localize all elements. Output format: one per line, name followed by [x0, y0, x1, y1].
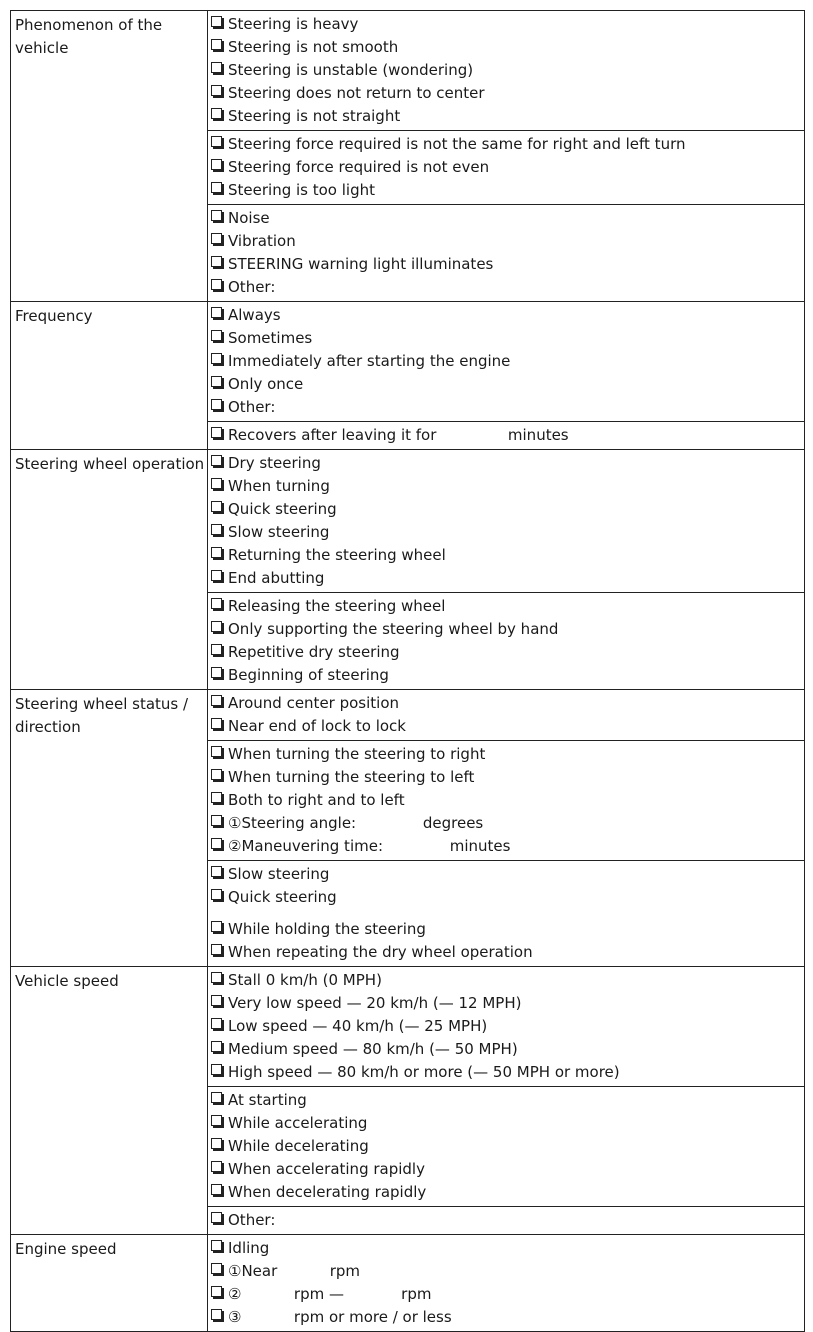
row-steering-wheel-status-direction — [11, 690, 804, 967]
option-groups — [208, 11, 804, 301]
checkbox-icon[interactable] — [211, 570, 222, 581]
option-label: End abutting — [228, 569, 325, 587]
checkbox-icon[interactable] — [211, 644, 222, 655]
checkbox-icon[interactable] — [211, 769, 222, 780]
option-groups — [208, 690, 804, 966]
checkbox-icon[interactable] — [211, 85, 222, 96]
option-label: High speed — 80 km/h or more (— 50 MPH or more) — [228, 1063, 620, 1081]
checkbox-icon[interactable] — [211, 427, 222, 438]
option-label: At starting — [228, 1091, 307, 1109]
option-label: Steering is not straight — [228, 107, 401, 125]
option-label: Repetitive dry steering — [228, 643, 400, 661]
row-engine-speed — [11, 1235, 804, 1332]
checkbox-option[interactable] — [211, 1158, 804, 1181]
checkbox-option[interactable] — [211, 59, 804, 82]
row-label: Frequency — [11, 302, 208, 449]
option-label: Sometimes — [228, 329, 313, 347]
checkbox-option[interactable] — [211, 396, 804, 419]
checkbox-icon[interactable] — [211, 1161, 222, 1172]
option-label: Steering is too light — [228, 181, 375, 199]
option-label: Only once — [228, 375, 304, 393]
checkbox-option[interactable] — [211, 567, 804, 590]
checkbox-option[interactable] — [211, 969, 804, 992]
checkbox-icon[interactable] — [211, 792, 222, 803]
checkbox-option[interactable] — [211, 886, 804, 909]
group-spacer — [211, 909, 804, 918]
checkbox-option[interactable] — [211, 452, 804, 475]
checkbox-option[interactable] — [211, 13, 804, 36]
option-group — [208, 1087, 804, 1207]
option-label: Noise — [228, 209, 270, 227]
checkbox-option[interactable] — [211, 941, 804, 964]
checkbox-icon[interactable] — [211, 455, 222, 466]
checkbox-icon[interactable] — [211, 399, 222, 410]
option-label: Very low speed — 20 km/h (— 12 MPH) — [228, 994, 522, 1012]
checkbox-option[interactable] — [211, 133, 804, 156]
checkbox-option[interactable] — [211, 812, 804, 835]
option-label: Steering is heavy — [228, 15, 359, 33]
option-group — [208, 302, 804, 422]
checkbox-icon[interactable] — [211, 1092, 222, 1103]
checkbox-option[interactable] — [211, 498, 804, 521]
checkbox-option[interactable] — [211, 766, 804, 789]
checkbox-icon[interactable] — [211, 279, 222, 290]
option-label: Quick steering — [228, 888, 337, 906]
option-groups — [208, 450, 804, 689]
checkbox-option[interactable] — [211, 863, 804, 886]
checkbox-option[interactable] — [211, 1260, 804, 1283]
checkbox-icon[interactable] — [211, 478, 222, 489]
option-label: Steering does not return to center — [228, 84, 485, 102]
checkbox-option[interactable] — [211, 373, 804, 396]
checkbox-option[interactable] — [211, 424, 804, 447]
option-label: Immediately after starting the engine — [228, 352, 511, 370]
option-label: Releasing the steering wheel — [228, 597, 446, 615]
option-label: Near end of lock to lock — [228, 717, 406, 735]
checkbox-option[interactable] — [211, 618, 804, 641]
checkbox-icon[interactable] — [211, 1138, 222, 1149]
row-label: Steering wheel operation — [11, 450, 208, 689]
checkbox-icon[interactable] — [211, 1263, 222, 1274]
checkbox-icon[interactable] — [211, 1212, 222, 1223]
checkbox-icon[interactable] — [211, 1064, 222, 1075]
checkbox-option[interactable] — [211, 276, 804, 299]
checkbox-option[interactable] — [211, 789, 804, 812]
checkbox-option[interactable] — [211, 544, 804, 567]
checkbox-icon[interactable] — [211, 233, 222, 244]
checkbox-option[interactable] — [211, 82, 804, 105]
option-label: While accelerating — [228, 1114, 368, 1132]
option-label: ①Steering angle: degrees — [228, 814, 484, 832]
row-label: Phenomenon of the vehicle — [11, 11, 208, 301]
checkbox-icon[interactable] — [211, 1184, 222, 1195]
option-label: Dry steering — [228, 454, 321, 472]
checkbox-option[interactable] — [211, 105, 804, 128]
checkbox-option[interactable] — [211, 475, 804, 498]
row-vehicle-speed — [11, 967, 804, 1235]
checkbox-icon[interactable] — [211, 718, 222, 729]
row-label: Steering wheel status / direction — [11, 690, 208, 966]
checkbox-option[interactable] — [211, 835, 804, 858]
checkbox-option[interactable] — [211, 179, 804, 202]
row-phenomenon-of-the-vehicle — [11, 11, 804, 302]
checkbox-icon[interactable] — [211, 1286, 222, 1297]
option-label: When repeating the dry wheel operation — [228, 943, 533, 961]
option-group — [208, 741, 804, 861]
option-label: Quick steering — [228, 500, 337, 518]
checkbox-option[interactable] — [211, 664, 804, 687]
option-label: ③ rpm or more / or less — [228, 1308, 452, 1326]
checkbox-option[interactable] — [211, 1038, 804, 1061]
checkbox-option[interactable] — [211, 992, 804, 1015]
option-label: ①Near rpm — [228, 1262, 361, 1280]
row-label: Engine speed — [11, 1235, 208, 1331]
checkbox-option[interactable] — [211, 304, 804, 327]
checkbox-option[interactable] — [211, 1306, 804, 1329]
option-label: Other: — [228, 398, 276, 416]
option-label: Both to right and to left — [228, 791, 405, 809]
option-label: STEERING warning light illuminates — [228, 255, 494, 273]
checkbox-icon[interactable] — [211, 921, 222, 932]
checkbox-icon[interactable] — [211, 598, 222, 609]
checkbox-icon[interactable] — [211, 1240, 222, 1251]
checkbox-icon[interactable] — [211, 1041, 222, 1052]
option-group — [208, 11, 804, 131]
option-group — [208, 1235, 804, 1331]
checkbox-icon[interactable] — [211, 330, 222, 341]
row-steering-wheel-operation — [11, 450, 804, 690]
option-label: Medium speed — 80 km/h (— 50 MPH) — [228, 1040, 518, 1058]
option-label: While decelerating — [228, 1137, 369, 1155]
checkbox-icon[interactable] — [211, 746, 222, 757]
checkbox-option[interactable] — [211, 715, 804, 738]
checkbox-option[interactable] — [211, 1015, 804, 1038]
checkbox-icon[interactable] — [211, 136, 222, 147]
option-group — [208, 205, 804, 301]
row-label: Vehicle speed — [11, 967, 208, 1234]
option-label: ② rpm — rpm — [228, 1285, 432, 1303]
checkbox-option[interactable] — [211, 743, 804, 766]
checkbox-icon[interactable] — [211, 159, 222, 170]
option-group — [208, 861, 804, 966]
checkbox-icon[interactable] — [211, 815, 222, 826]
checkbox-option[interactable] — [211, 692, 804, 715]
checkbox-icon[interactable] — [211, 1115, 222, 1126]
checkbox-icon[interactable] — [211, 16, 222, 27]
checkbox-icon[interactable] — [211, 376, 222, 387]
option-label: Steering is unstable (wondering) — [228, 61, 474, 79]
checkbox-icon[interactable] — [211, 1018, 222, 1029]
checkbox-icon[interactable] — [211, 524, 222, 535]
checkbox-icon[interactable] — [211, 39, 222, 50]
option-label: Only supporting the steering wheel by hand — [228, 620, 559, 638]
option-label: Returning the steering wheel — [228, 546, 446, 564]
option-label: Slow steering — [228, 523, 330, 541]
option-label: Slow steering — [228, 865, 330, 883]
row-frequency — [11, 302, 804, 450]
option-label: Steering force required is not even — [228, 158, 490, 176]
checkbox-icon[interactable] — [211, 62, 222, 73]
option-label: When turning — [228, 477, 330, 495]
checkbox-icon[interactable] — [211, 182, 222, 193]
checkbox-option[interactable] — [211, 1061, 804, 1084]
checkbox-option[interactable] — [211, 36, 804, 59]
option-label: Around center position — [228, 694, 400, 712]
option-group — [208, 131, 804, 205]
option-label: ②Maneuvering time: minutes — [228, 837, 511, 855]
option-label: When turning the steering to right — [228, 745, 486, 763]
option-groups — [208, 1235, 804, 1331]
checkbox-icon[interactable] — [211, 944, 222, 955]
checkbox-icon[interactable] — [211, 667, 222, 678]
option-label: Steering is not smooth — [228, 38, 399, 56]
option-label: While holding the steering — [228, 920, 426, 938]
checkbox-option[interactable] — [211, 1283, 804, 1306]
option-label: Beginning of steering — [228, 666, 389, 684]
option-group — [208, 422, 804, 449]
checkbox-icon[interactable] — [211, 972, 222, 983]
checkbox-option[interactable] — [211, 1089, 804, 1112]
option-label: Stall 0 km/h (0 MPH) — [228, 971, 382, 989]
checkbox-option[interactable] — [211, 1237, 804, 1260]
checkbox-icon[interactable] — [211, 995, 222, 1006]
checkbox-icon[interactable] — [211, 866, 222, 877]
checkbox-option[interactable] — [211, 156, 804, 179]
option-label: Low speed — 40 km/h (— 25 MPH) — [228, 1017, 488, 1035]
diagnosis-worksheet-table — [10, 10, 805, 1332]
option-label: When turning the steering to left — [228, 768, 475, 786]
checkbox-icon[interactable] — [211, 353, 222, 364]
checkbox-option[interactable] — [211, 230, 804, 253]
checkbox-option[interactable] — [211, 1135, 804, 1158]
checkbox-option[interactable] — [211, 1209, 804, 1232]
checkbox-icon[interactable] — [211, 547, 222, 558]
option-label: Vibration — [228, 232, 296, 250]
checkbox-icon[interactable] — [211, 695, 222, 706]
option-label: When decelerating rapidly — [228, 1183, 427, 1201]
checkbox-icon[interactable] — [211, 210, 222, 221]
option-group — [208, 967, 804, 1087]
option-label: Steering force required is not the same for right and left turn — [228, 135, 686, 153]
checkbox-option[interactable] — [211, 521, 804, 544]
option-label: Other: — [228, 278, 276, 296]
option-group — [208, 690, 804, 741]
checkbox-icon[interactable] — [211, 501, 222, 512]
checkbox-option[interactable] — [211, 1112, 804, 1135]
checkbox-option[interactable] — [211, 595, 804, 618]
option-groups — [208, 967, 804, 1234]
checkbox-option[interactable] — [211, 253, 804, 276]
checkbox-icon[interactable] — [211, 889, 222, 900]
checkbox-icon[interactable] — [211, 307, 222, 318]
option-groups — [208, 302, 804, 449]
checkbox-icon[interactable] — [211, 108, 222, 119]
checkbox-icon[interactable] — [211, 838, 222, 849]
option-group — [208, 1207, 804, 1234]
option-group — [208, 593, 804, 689]
option-label: Recovers after leaving it for minutes — [228, 426, 569, 444]
checkbox-option[interactable] — [211, 207, 804, 230]
option-label: Other: — [228, 1211, 276, 1229]
option-label: When accelerating rapidly — [228, 1160, 425, 1178]
checkbox-icon[interactable] — [211, 621, 222, 632]
checkbox-option[interactable] — [211, 327, 804, 350]
option-group — [208, 450, 804, 593]
checkbox-option[interactable] — [211, 641, 804, 664]
checkbox-option[interactable] — [211, 350, 804, 373]
checkbox-option[interactable] — [211, 918, 804, 941]
checkbox-icon[interactable] — [211, 256, 222, 267]
checkbox-option[interactable] — [211, 1181, 804, 1204]
option-label: Always — [228, 306, 281, 324]
option-label: Idling — [228, 1239, 270, 1257]
